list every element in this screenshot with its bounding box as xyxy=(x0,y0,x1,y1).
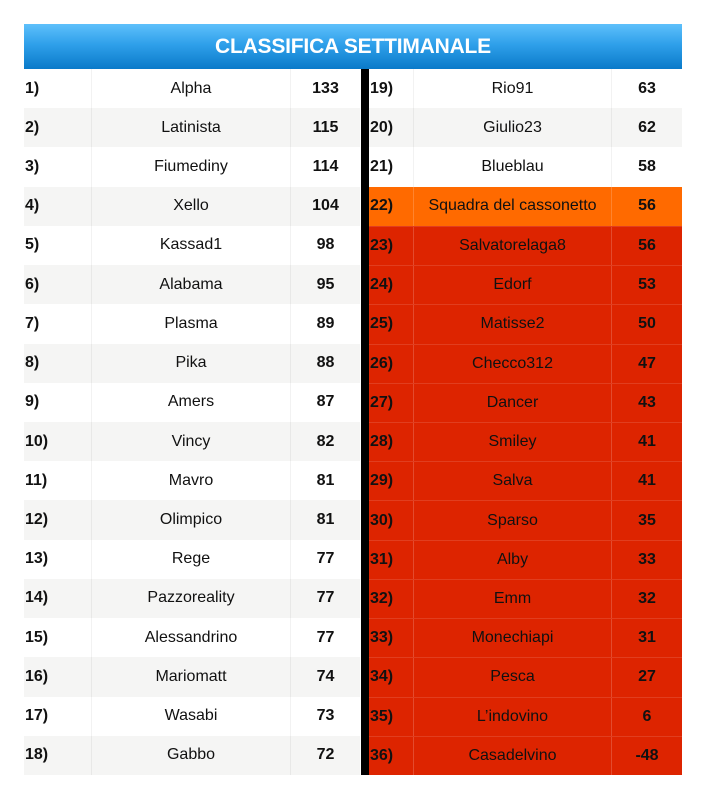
team-name-cell: Pazzoreality xyxy=(91,579,291,618)
rank-cell: 6) xyxy=(25,275,40,293)
team-name-cell: Latinista xyxy=(91,108,291,147)
team-name-cell: Giulio23 xyxy=(413,108,612,147)
rank-cell: 31) xyxy=(370,550,394,568)
team-name-cell: Emm xyxy=(413,580,612,618)
points-cell: 31 xyxy=(638,629,656,647)
rank-cell: 34) xyxy=(370,668,394,686)
table-row xyxy=(369,500,682,539)
table-row xyxy=(24,422,360,461)
team-name-cell: Pika xyxy=(91,344,291,383)
team-name-cell: Fiumediny xyxy=(91,147,291,186)
table-row xyxy=(369,618,682,657)
team-name-cell: Blueblau xyxy=(413,147,612,186)
points-cell: 98 xyxy=(316,236,335,254)
table-row xyxy=(24,736,360,775)
table-row xyxy=(369,344,682,383)
table-row xyxy=(24,108,360,147)
rank-cell: 1) xyxy=(25,79,40,97)
team-name-cell: Matisse2 xyxy=(413,305,612,343)
rank-cell: 30) xyxy=(370,511,394,529)
team-name-cell: Olimpico xyxy=(91,500,291,539)
table-row xyxy=(369,383,682,422)
team-name-cell: Mariomatt xyxy=(91,657,291,696)
rank-cell: 12) xyxy=(25,511,49,529)
table-row xyxy=(24,147,360,186)
rank-cell: 2) xyxy=(25,118,40,136)
table-row xyxy=(24,461,360,500)
team-name-cell: Smiley xyxy=(413,423,612,461)
table-row xyxy=(24,383,360,422)
rank-cell: 13) xyxy=(25,550,49,568)
standings-table-right xyxy=(369,69,682,775)
rank-cell: 14) xyxy=(25,589,49,607)
points-cell: 35 xyxy=(638,511,656,529)
points-cell: 133 xyxy=(312,79,339,97)
table-row xyxy=(24,304,360,343)
points-cell: 33 xyxy=(638,550,656,568)
table-row xyxy=(369,108,682,147)
team-name-cell: Rio91 xyxy=(413,69,612,108)
table-row xyxy=(369,736,682,775)
table-row xyxy=(369,187,682,226)
table-row xyxy=(369,265,682,304)
table-row xyxy=(369,147,682,186)
points-cell: 81 xyxy=(316,471,335,489)
rank-cell: 35) xyxy=(370,707,394,725)
team-name-cell: Mavro xyxy=(91,461,291,500)
table-row xyxy=(369,579,682,618)
rank-cell: 36) xyxy=(370,746,394,764)
rank-cell: 21) xyxy=(370,158,394,176)
team-name-cell: Alpha xyxy=(91,69,291,108)
rank-cell: 29) xyxy=(370,472,394,490)
rank-cell: 28) xyxy=(370,433,394,451)
rank-cell: 9) xyxy=(25,393,40,411)
team-name-cell: Wasabi xyxy=(91,697,291,736)
table-row xyxy=(369,697,682,736)
rank-cell: 23) xyxy=(370,236,394,254)
team-name-cell: Amers xyxy=(91,383,291,422)
points-cell: 77 xyxy=(316,550,335,568)
table-row xyxy=(24,187,360,226)
points-cell: 6 xyxy=(642,707,652,725)
team-name-cell: Dancer xyxy=(413,384,612,422)
team-name-cell: Casadelvino xyxy=(413,737,612,775)
rank-cell: 3) xyxy=(25,158,40,176)
points-cell: 88 xyxy=(316,354,335,372)
points-cell: 77 xyxy=(316,589,335,607)
table-row xyxy=(369,69,682,108)
table-row xyxy=(369,657,682,696)
team-name-cell: Vincy xyxy=(91,422,291,461)
table-row xyxy=(369,422,682,461)
rank-cell: 20) xyxy=(370,118,394,136)
table-row xyxy=(24,500,360,539)
table-row xyxy=(369,304,682,343)
points-cell: 56 xyxy=(638,236,656,254)
rank-cell: 17) xyxy=(25,707,49,725)
rank-cell: 26) xyxy=(370,354,394,372)
points-cell: 56 xyxy=(638,197,656,215)
points-cell: 43 xyxy=(638,393,656,411)
points-cell: 41 xyxy=(638,433,656,451)
rank-cell: 5) xyxy=(25,236,40,254)
team-name-cell: Checco312 xyxy=(413,345,612,383)
points-cell: -48 xyxy=(635,746,659,764)
team-name-cell: Kassad1 xyxy=(91,226,291,265)
points-cell: 104 xyxy=(312,197,339,215)
team-name-cell: Alessandrino xyxy=(91,618,291,657)
points-cell: 73 xyxy=(316,707,335,725)
table-row xyxy=(24,579,360,618)
table-row xyxy=(24,657,360,696)
team-name-cell: Plasma xyxy=(91,304,291,343)
rank-cell: 4) xyxy=(25,197,40,215)
points-cell: 47 xyxy=(638,354,656,372)
table-row xyxy=(24,618,360,657)
points-cell: 41 xyxy=(638,472,656,490)
points-cell: 115 xyxy=(312,118,339,136)
column-divider xyxy=(361,69,369,775)
team-name-cell: Gabbo xyxy=(91,736,291,775)
rank-cell: 24) xyxy=(370,276,394,294)
points-cell: 87 xyxy=(316,393,335,411)
team-name-cell: Edorf xyxy=(413,266,612,304)
team-name-cell: Pesca xyxy=(413,658,612,696)
points-cell: 27 xyxy=(638,668,656,686)
points-cell: 62 xyxy=(638,118,656,136)
points-cell: 53 xyxy=(638,276,656,294)
table-row xyxy=(369,540,682,579)
rank-cell: 25) xyxy=(370,315,394,333)
table-row xyxy=(24,344,360,383)
table-row xyxy=(369,461,682,500)
team-name-cell: Alby xyxy=(413,541,612,579)
rank-cell: 16) xyxy=(25,667,49,685)
standings-title: CLASSIFICA SETTIMANALE xyxy=(24,24,682,69)
team-name-cell: Squadra del cassonetto xyxy=(413,187,612,226)
points-cell: 81 xyxy=(316,511,335,529)
rank-cell: 11) xyxy=(25,471,48,489)
team-name-cell: Rege xyxy=(91,540,291,579)
points-cell: 74 xyxy=(316,667,335,685)
team-name-cell: Salvatorelaga8 xyxy=(413,227,612,265)
table-row xyxy=(24,69,360,108)
rank-cell: 8) xyxy=(25,354,40,372)
points-cell: 89 xyxy=(316,314,335,332)
rank-cell: 19) xyxy=(370,79,394,97)
standings-table-left xyxy=(24,69,360,775)
points-cell: 95 xyxy=(316,275,335,293)
points-cell: 63 xyxy=(638,79,656,97)
team-name-cell: Sparso xyxy=(413,501,612,539)
rank-cell: 18) xyxy=(25,746,49,764)
rank-cell: 32) xyxy=(370,589,394,607)
rank-cell: 33) xyxy=(370,629,394,647)
table-row xyxy=(24,697,360,736)
points-cell: 72 xyxy=(316,746,335,764)
points-cell: 32 xyxy=(638,589,656,607)
rank-cell: 27) xyxy=(370,393,394,411)
rank-cell: 15) xyxy=(25,628,49,646)
table-row xyxy=(369,226,682,265)
rank-cell: 22) xyxy=(370,197,394,215)
table-row xyxy=(24,226,360,265)
points-cell: 50 xyxy=(638,315,656,333)
table-row xyxy=(24,265,360,304)
points-cell: 114 xyxy=(312,158,339,176)
team-name-cell: Salva xyxy=(413,462,612,500)
points-cell: 58 xyxy=(638,158,656,176)
rank-cell: 10) xyxy=(25,432,49,450)
team-name-cell: Monechiapi xyxy=(413,619,612,657)
team-name-cell: Alabama xyxy=(91,265,291,304)
points-cell: 77 xyxy=(316,628,335,646)
rank-cell: 7) xyxy=(25,314,40,332)
team-name-cell: Xello xyxy=(91,187,291,226)
table-row xyxy=(24,540,360,579)
team-name-cell: L’indovino xyxy=(413,698,612,736)
points-cell: 82 xyxy=(316,432,335,450)
